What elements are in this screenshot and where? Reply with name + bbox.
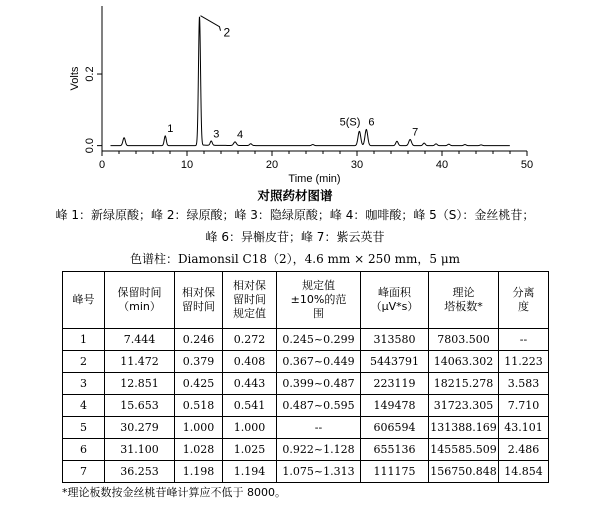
x-axis-label: Time (min) <box>288 173 341 185</box>
table-cell: 0.246 <box>175 329 223 351</box>
table-cell: 0.367~0.449 <box>277 351 361 373</box>
peak-2-leader-line <box>200 16 220 31</box>
peak-label: 1 <box>167 122 174 135</box>
table-cell: 223119 <box>361 373 429 395</box>
table-cell: 2.486 <box>499 439 549 461</box>
column-header-line: 理论 <box>452 286 475 299</box>
table-cell: 655136 <box>361 439 429 461</box>
column-header-line: 峰号 <box>72 293 95 306</box>
peak-label: 2 <box>223 25 231 40</box>
column-header-line: 相对保 <box>233 279 266 292</box>
column-header-line: 规定值 <box>233 307 266 320</box>
table-cell: 0.487~0.595 <box>277 395 361 417</box>
table-cell: 1.000 <box>223 417 277 439</box>
table-row <box>63 373 549 395</box>
column-header <box>499 272 549 329</box>
column-header-line: 围 <box>313 307 324 320</box>
table-cell: 7.444 <box>105 329 175 351</box>
table-cell: 30.279 <box>105 417 175 439</box>
chromatogram <box>0 0 590 185</box>
table-cell: 1.028 <box>175 439 223 461</box>
table-cell: 31723.305 <box>429 395 499 417</box>
table-cell: 1 <box>63 329 105 351</box>
column-info: 色谱柱：Diamonsil C18（2），4.6 mm × 250 mm，5 μm <box>129 252 461 266</box>
table-cell: 7.710 <box>499 395 549 417</box>
column-header-line: （min） <box>118 300 161 313</box>
table-cell: 606594 <box>361 417 429 439</box>
table-cell: 4 <box>63 395 105 417</box>
table-header-row <box>63 272 549 329</box>
chart-title: 对照药材图谱 <box>257 188 333 203</box>
table-row <box>63 417 549 439</box>
column-header-line: 分离 <box>512 286 535 299</box>
table-cell: 1.075~1.313 <box>277 461 361 483</box>
peak-label: 3 <box>213 128 220 141</box>
footnote: *理论板数按金丝桃苷峰计算应不低于 8000。 <box>62 486 286 499</box>
table-cell: 0.272 <box>223 329 277 351</box>
table-cell: 0.245~0.299 <box>277 329 361 351</box>
column-header-line: ±10%的范 <box>290 293 347 306</box>
table-cell: 1.025 <box>223 439 277 461</box>
column-header-line: 度 <box>518 300 529 313</box>
y-tick-label: 0.2 <box>84 66 96 82</box>
table-cell: 111175 <box>361 461 429 483</box>
x-tick-label: 40 <box>435 159 449 171</box>
peak-data-table <box>62 271 549 483</box>
table-cell: 14.854 <box>499 461 549 483</box>
x-tick-label: 30 <box>350 159 364 171</box>
x-tick-label: 20 <box>265 159 279 171</box>
column-header <box>361 272 429 329</box>
table-cell: 6 <box>63 439 105 461</box>
peak-label: 7 <box>412 126 419 139</box>
table-cell: 12.851 <box>105 373 175 395</box>
table-cell: 36.253 <box>105 461 175 483</box>
table-cell: 14063.302 <box>429 351 499 373</box>
column-header-line: 保留时间 <box>117 286 162 299</box>
column-header <box>277 272 361 329</box>
table-cell: 0.379 <box>175 351 223 373</box>
table-cell: 149478 <box>361 395 429 417</box>
table-cell: 31.100 <box>105 439 175 461</box>
table-cell: -- <box>499 329 549 351</box>
column-header-line: 塔板数* <box>444 300 483 313</box>
column-header <box>105 272 175 329</box>
table-cell: 156750.848 <box>429 461 499 483</box>
table-cell: 5443791 <box>361 351 429 373</box>
x-tick-label: 0 <box>98 159 106 171</box>
table-cell: 1.194 <box>223 461 277 483</box>
table-cell: 11.472 <box>105 351 175 373</box>
table-cell: 0.541 <box>223 395 277 417</box>
table-cell: 1.198 <box>175 461 223 483</box>
column-header <box>429 272 499 329</box>
table-cell: 43.101 <box>499 417 549 439</box>
table-cell: 3 <box>63 373 105 395</box>
column-header-line: 留时间 <box>233 293 266 306</box>
y-axis-label: Volts <box>69 66 81 91</box>
table-cell: 18215.278 <box>429 373 499 395</box>
table-cell: 2 <box>63 351 105 373</box>
table-cell: 0.399~0.487 <box>277 373 361 395</box>
table-cell: 313580 <box>361 329 429 351</box>
table-row <box>63 439 549 461</box>
table-cell: -- <box>277 417 361 439</box>
y-tick-label: 0.0 <box>84 137 96 154</box>
column-header-line: （μV*s） <box>370 300 419 313</box>
table-cell: 7803.500 <box>429 329 499 351</box>
column-header <box>223 272 277 329</box>
table-cell: 1.000 <box>175 417 223 439</box>
table-cell: 3.583 <box>499 373 549 395</box>
column-header-line: 相对保 <box>182 286 215 299</box>
table-cell: 7 <box>63 461 105 483</box>
table-cell: 0.408 <box>223 351 277 373</box>
table-cell: 11.223 <box>499 351 549 373</box>
table-row <box>63 461 549 483</box>
peak-label: 5(S) <box>339 116 361 129</box>
peak-legend-line-1: 峰 1：新绿原酸；峰 2：绿原酸；峰 3：隐绿原酸；峰 4：咖啡酸；峰 5（S）：金丝桃苷； <box>55 208 535 222</box>
table-cell: 5 <box>63 417 105 439</box>
table-cell: 0.518 <box>175 395 223 417</box>
table-cell: 15.653 <box>105 395 175 417</box>
table-row <box>63 351 549 373</box>
table-cell: 0.443 <box>223 373 277 395</box>
table-cell: 131388.169 <box>429 417 499 439</box>
table-cell: 0.922~1.128 <box>277 439 361 461</box>
x-tick-label: 50 <box>520 159 534 171</box>
peak-label: 4 <box>237 129 244 142</box>
column-header-line: 峰面积 <box>378 286 411 299</box>
table-row <box>63 329 549 351</box>
table-cell: 145585.509 <box>429 439 499 461</box>
column-header <box>63 272 105 329</box>
column-header <box>175 272 223 329</box>
column-header-line: 规定值 <box>302 279 335 292</box>
peak-label: 6 <box>368 116 375 129</box>
table-cell: 0.425 <box>175 373 223 395</box>
table-row <box>63 395 549 417</box>
column-header-line: 留时间 <box>182 300 215 313</box>
x-tick-label: 10 <box>180 159 194 171</box>
peak-legend-line-2: 峰 6：异槲皮苷；峰 7：紫云英苷 <box>205 230 385 244</box>
